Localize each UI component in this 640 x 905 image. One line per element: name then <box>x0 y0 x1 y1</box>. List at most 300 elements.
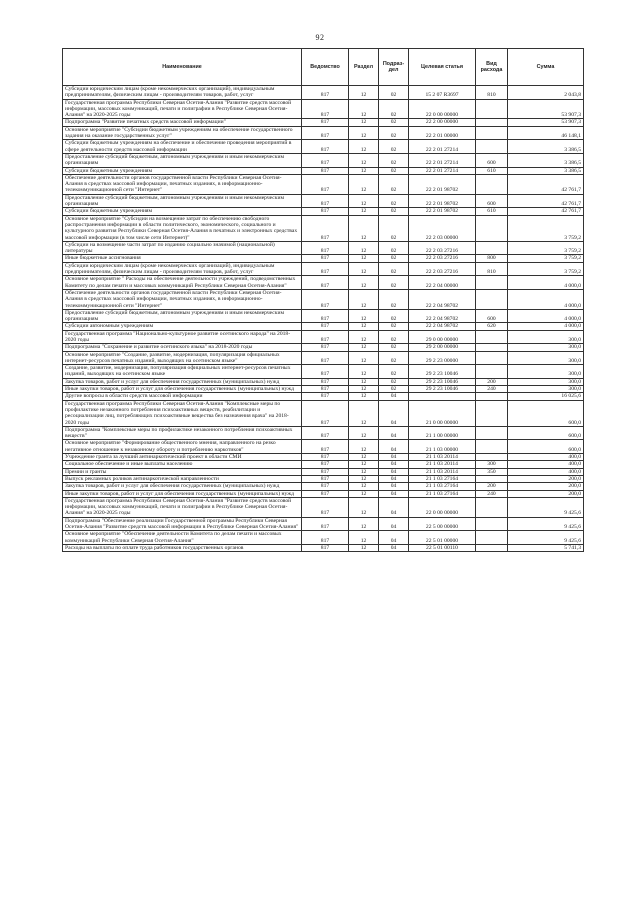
cell-ved: 817 <box>302 323 349 330</box>
cell-article: 22 0 00 00000 <box>409 497 476 517</box>
cell-subsection: 02 <box>379 344 409 351</box>
cell-ved: 817 <box>302 400 349 426</box>
cell-name: Основное мероприятие "Субсидии бюджетным учреждениям на обеспечение государственного задания на оказание государственных услуг" <box>63 126 302 140</box>
cell-sum: 4 000,0 <box>508 289 584 309</box>
cell-subsection: 02 <box>379 99 409 119</box>
cell-article: 21 1 00 00000 <box>409 426 476 440</box>
cell-name: Субсидии юридическим лицам (кроме некоммерческих организаций), индивидуальным предпринимателям, физическим лицам - производителям товаров, работ, услуг <box>63 262 302 276</box>
cell-article: 29 2 23 00000 <box>409 351 476 365</box>
cell-sum: 53 907,3 <box>508 119 584 126</box>
table-header-row <box>63 49 584 86</box>
cell-name: Основное мероприятие "Создание, развитие, модернизация, популяризация официальных интернет-ресурсов печатных изданий, выходящих на осетинском языке" <box>63 351 302 365</box>
cell-section: 12 <box>349 215 379 241</box>
cell-ved: 817 <box>302 454 349 461</box>
cell-name: Субсидии автономным учреждениям <box>63 323 302 330</box>
cell-kind <box>476 330 508 344</box>
cell-subsection: 02 <box>379 126 409 140</box>
table-row <box>63 544 584 551</box>
cell-ved: 817 <box>302 440 349 454</box>
cell-section: 12 <box>349 440 379 454</box>
cell-section: 12 <box>349 208 379 215</box>
cell-subsection: 02 <box>379 255 409 262</box>
table-row <box>63 215 584 241</box>
table-row <box>63 386 584 393</box>
cell-sum: 3 759,2 <box>508 215 584 241</box>
table-row <box>63 289 584 309</box>
table-row <box>63 323 584 330</box>
cell-name: Обеспечение деятельности органов государственной власти Республики Северная Осетия-Алания в средствах массовой информации, печатных изданиях, в информационно-телекоммуникационной сети "Интернет" <box>63 289 302 309</box>
cell-name: Субсидии юридическим лицам (кроме некоммерческих организаций), индивидуальным предпринимателям, физическим лицам - производителям товаров, работ, услуг <box>63 86 302 100</box>
cell-sum: 3 759,2 <box>508 255 584 262</box>
cell-subsection: 02 <box>379 194 409 208</box>
table-row <box>63 468 584 475</box>
cell-ved: 817 <box>302 255 349 262</box>
cell-ved: 817 <box>302 126 349 140</box>
table-row <box>63 153 584 167</box>
cell-kind <box>476 497 508 517</box>
cell-ved: 817 <box>302 426 349 440</box>
cell-kind: 240 <box>476 386 508 393</box>
cell-sum: 300,0 <box>508 365 584 379</box>
table-row <box>63 378 584 385</box>
cell-ved: 817 <box>302 208 349 215</box>
table-row <box>63 140 584 154</box>
table-row <box>63 276 584 290</box>
cell-name: Иные закупки товаров, работ и услуг для обеспечения государственных (муниципальных) нужд <box>63 386 302 393</box>
table-row <box>63 99 584 119</box>
cell-kind: 600 <box>476 309 508 323</box>
cell-kind: 610 <box>476 167 508 174</box>
cell-ved: 817 <box>302 497 349 517</box>
cell-sum: 600,0 <box>508 440 584 454</box>
cell-article: 22 2 01 27214 <box>409 140 476 154</box>
cell-section: 12 <box>349 167 379 174</box>
cell-section: 12 <box>349 330 379 344</box>
page-number: 92 <box>315 33 325 42</box>
cell-article: 22 2 04 00000 <box>409 276 476 290</box>
cell-article: 22 2 01 98702 <box>409 174 476 194</box>
cell-subsection: 04 <box>379 400 409 426</box>
cell-sum: 600,0 <box>508 400 584 426</box>
cell-name: Основное мероприятие "Формирование общественного мнения, направленного на резко негативное отношение к незаконному обороту и потреблению наркотиков" <box>63 440 302 454</box>
cell-section: 12 <box>349 99 379 119</box>
cell-kind <box>476 400 508 426</box>
cell-ved: 817 <box>302 365 349 379</box>
cell-ved: 817 <box>302 468 349 475</box>
cell-subsection: 02 <box>379 276 409 290</box>
cell-kind <box>476 393 508 400</box>
cell-section: 12 <box>349 323 379 330</box>
cell-article: 22 5 00 00000 <box>409 517 476 531</box>
cell-subsection: 02 <box>379 262 409 276</box>
cell-subsection: 04 <box>379 497 409 517</box>
cell-section: 12 <box>349 255 379 262</box>
cell-name: Учреждение гранта за лучший антинаркотический проект в области СМИ <box>63 454 302 461</box>
cell-section: 12 <box>349 517 379 531</box>
cell-kind <box>476 276 508 290</box>
cell-article: 15 2 07 R3697 <box>409 86 476 100</box>
cell-article: 22 2 03 27216 <box>409 262 476 276</box>
table-row <box>63 483 584 490</box>
cell-name: Премии и гранты <box>63 468 302 475</box>
cell-ved: 817 <box>302 344 349 351</box>
cell-subsection: 02 <box>379 241 409 255</box>
cell-name: Расходы на выплаты по оплате труда работников государственных органов <box>63 544 302 551</box>
cell-name: Создание, развитие, модернизация, популяризация официальных интернет-ресурсов печатных изданий, выходящих на осетинском языке <box>63 365 302 379</box>
table-row <box>63 194 584 208</box>
cell-sum: 4 000,0 <box>508 323 584 330</box>
cell-name: Основное мероприятие " Расходы на обеспечение деятельности учреждений, подведомственных Комитету по делам печати и массовых коммуникаций Республики Северная Осетия-Алания" <box>63 276 302 290</box>
table-row <box>63 344 584 351</box>
cell-section: 12 <box>349 289 379 309</box>
cell-kind: 620 <box>476 323 508 330</box>
cell-sum: 200,0 <box>508 475 584 482</box>
cell-kind <box>476 544 508 551</box>
cell-subsection: 02 <box>379 86 409 100</box>
cell-name: Государственная программа Республики Северная Осетия-Алания "Развитие средств массовой информации, массовых коммуникаций, печати и полиграфии в Республике Северная Осетия-Алания" на 2020-2025 годы <box>63 99 302 119</box>
cell-article: 22 2 04 98702 <box>409 289 476 309</box>
cell-name: Предоставление субсидий бюджетным, автономным учреждениям и иным некоммерческим организациям <box>63 153 302 167</box>
cell-ved: 817 <box>302 241 349 255</box>
cell-section: 12 <box>349 483 379 490</box>
cell-subsection: 02 <box>379 309 409 323</box>
cell-kind <box>476 174 508 194</box>
cell-kind <box>476 119 508 126</box>
table-row <box>63 241 584 255</box>
cell-subsection: 02 <box>379 351 409 365</box>
cell-ved: 817 <box>302 461 349 468</box>
cell-subsection: 04 <box>379 468 409 475</box>
cell-article: 21 1 03 27164 <box>409 490 476 497</box>
cell-name: Иные бюджетные ассигнования <box>63 255 302 262</box>
table-row <box>63 167 584 174</box>
cell-name: Государственная программа "Национально-культурное развитие осетинского народа" на 2018-2020 годы <box>63 330 302 344</box>
cell-section: 12 <box>349 241 379 255</box>
cell-sum: 300,0 <box>508 386 584 393</box>
cell-section: 12 <box>349 490 379 497</box>
cell-name: Основное мероприятие "Обеспечение деятельности Комитета по делам печати и массовых коммуникаций Республики Северная Осетия-Алания" <box>63 531 302 545</box>
cell-ved: 817 <box>302 99 349 119</box>
table-row <box>63 393 584 400</box>
cell-sum: 400,0 <box>508 454 584 461</box>
cell-name: Государственная программа Республики Северная Осетия-Алания "Комплексные меры по профилактике незаконного потребления психоактивных веществ, реабилитации и ресоциализации лиц, потребляющих психоактивные вещества без назначения врача" на 2018-2020 годы <box>63 400 302 426</box>
cell-sum: 4 000,0 <box>508 276 584 290</box>
cell-article: 22 2 01 98702 <box>409 194 476 208</box>
cell-kind: 810 <box>476 86 508 100</box>
cell-article: 29 2 23 10046 <box>409 386 476 393</box>
cell-sum: 3 386,5 <box>508 167 584 174</box>
cell-section: 12 <box>349 365 379 379</box>
cell-section: 12 <box>349 119 379 126</box>
cell-name: Обеспечение деятельности органов государственной власти Республики Северная Осетия-Алания в средствах массовой информации, печатных изданиях, в информационно-телекоммуникационной сети "Интернет" <box>63 174 302 194</box>
cell-sum: 3 759,2 <box>508 241 584 255</box>
cell-article: 22 2 03 00000 <box>409 215 476 241</box>
cell-subsection: 02 <box>379 330 409 344</box>
cell-subsection: 02 <box>379 215 409 241</box>
cell-article: 22 2 01 98702 <box>409 208 476 215</box>
cell-ved: 817 <box>302 475 349 482</box>
cell-kind: 600 <box>476 194 508 208</box>
cell-sum: 400,0 <box>508 468 584 475</box>
cell-section: 12 <box>349 140 379 154</box>
cell-section: 12 <box>349 386 379 393</box>
header-article: Целевая статья <box>409 49 476 86</box>
cell-subsection: 04 <box>379 517 409 531</box>
cell-sum: 42 761,7 <box>508 194 584 208</box>
cell-article: 22 5 01 00000 <box>409 531 476 545</box>
table-row <box>63 309 584 323</box>
cell-section: 12 <box>349 531 379 545</box>
cell-subsection: 02 <box>379 289 409 309</box>
table-row <box>63 517 584 531</box>
cell-ved: 817 <box>302 544 349 551</box>
table-row <box>63 454 584 461</box>
cell-article: 22 2 03 27216 <box>409 255 476 262</box>
cell-sum: 9 425,6 <box>508 517 584 531</box>
cell-article: 22 2 01 27214 <box>409 153 476 167</box>
cell-section: 12 <box>349 309 379 323</box>
cell-kind <box>476 440 508 454</box>
cell-sum: 200,0 <box>508 490 584 497</box>
cell-article: 22 5 01 00110 <box>409 544 476 551</box>
cell-name: Государственная программа Республики Северная Осетия-Алания "Развитие средств массовой информации, массовых коммуникаций, печати и полиграфии в Республике Северная Осетия-Алания" на 2020-2025 годы <box>63 497 302 517</box>
cell-section: 12 <box>349 174 379 194</box>
cell-article: 21 1 03 20114 <box>409 461 476 468</box>
budget-table <box>62 48 584 552</box>
header-ved: Ведомство <box>302 49 349 86</box>
cell-subsection: 04 <box>379 531 409 545</box>
cell-article: 21 1 03 27164 <box>409 475 476 482</box>
cell-article: 22 2 03 27216 <box>409 241 476 255</box>
cell-kind: 610 <box>476 208 508 215</box>
cell-article: 29 2 00 00000 <box>409 344 476 351</box>
cell-kind: 600 <box>476 153 508 167</box>
cell-name: Подпрограмма "Развитие печатных средств массовой информации" <box>63 119 302 126</box>
cell-name: Закупка товаров, работ и услуг для обеспечения государственных (муниципальных) нужд <box>63 483 302 490</box>
cell-kind: 800 <box>476 255 508 262</box>
cell-section: 12 <box>349 86 379 100</box>
cell-article: 21 1 03 20114 <box>409 454 476 461</box>
cell-name: Иные закупки товаров, работ и услуг для обеспечения государственных (муниципальных) нужд <box>63 490 302 497</box>
cell-kind: 200 <box>476 378 508 385</box>
cell-ved: 817 <box>302 262 349 276</box>
cell-name: Основное мероприятие "Субсидии на возмещение затрат по обеспечению свободного распространения информации в области политического, экономического, социального и культурного развития Республики Северная Осетия-Алания в печатных и электронных средствах массовой информации (в том числе сети Интернет)" <box>63 215 302 241</box>
cell-sum: 300,0 <box>508 378 584 385</box>
cell-article: 22 0 00 00000 <box>409 99 476 119</box>
cell-article: 22 2 00 00000 <box>409 119 476 126</box>
cell-subsection: 04 <box>379 475 409 482</box>
cell-subsection: 04 <box>379 483 409 490</box>
cell-ved: 817 <box>302 289 349 309</box>
cell-section: 12 <box>349 344 379 351</box>
cell-ved: 817 <box>302 276 349 290</box>
table-row <box>63 440 584 454</box>
cell-article: 21 1 03 20114 <box>409 468 476 475</box>
cell-section: 12 <box>349 468 379 475</box>
table-row <box>63 490 584 497</box>
cell-article: 22 2 01 27214 <box>409 167 476 174</box>
table-row <box>63 174 584 194</box>
cell-kind <box>476 517 508 531</box>
table-row <box>63 351 584 365</box>
cell-ved: 817 <box>302 490 349 497</box>
cell-ved: 817 <box>302 386 349 393</box>
cell-sum: 53 907,3 <box>508 99 584 119</box>
cell-subsection: 04 <box>379 544 409 551</box>
cell-subsection: 02 <box>379 323 409 330</box>
cell-name: Социальное обеспечение и иные выплаты населению <box>63 461 302 468</box>
cell-article: 29 2 23 10046 <box>409 378 476 385</box>
table-row <box>63 475 584 482</box>
header-sum: Сумма <box>508 49 584 86</box>
cell-kind <box>476 531 508 545</box>
cell-subsection: 04 <box>379 490 409 497</box>
cell-subsection: 04 <box>379 393 409 400</box>
cell-kind: 350 <box>476 468 508 475</box>
cell-ved: 817 <box>302 309 349 323</box>
cell-kind: 240 <box>476 490 508 497</box>
cell-sum: 200,0 <box>508 483 584 490</box>
cell-sum: 3 386,5 <box>508 153 584 167</box>
cell-sum: 300,0 <box>508 330 584 344</box>
cell-kind <box>476 289 508 309</box>
header-kind: Вид расхода <box>476 49 508 86</box>
cell-sum: 400,0 <box>508 461 584 468</box>
cell-ved: 817 <box>302 153 349 167</box>
cell-name: Подпрограмма "Комплексные меры по профилактике незаконного потребления психоактивных веществ" <box>63 426 302 440</box>
header-subsection: Подраз-дел <box>379 49 409 86</box>
cell-ved: 817 <box>302 86 349 100</box>
cell-section: 12 <box>349 544 379 551</box>
cell-kind <box>476 126 508 140</box>
cell-name: Субсидии на возмещение части затрат по изданию социально значимой (национальной) литературы <box>63 241 302 255</box>
table-row <box>63 119 584 126</box>
cell-section: 12 <box>349 393 379 400</box>
cell-sum: 16 025,6 <box>508 393 584 400</box>
cell-name: Предоставление субсидий бюджетным, автономным учреждениям и иным некоммерческим организациям <box>63 309 302 323</box>
table-row <box>63 86 584 100</box>
cell-subsection: 02 <box>379 365 409 379</box>
header-name: Наименование <box>63 49 302 86</box>
cell-ved: 817 <box>302 215 349 241</box>
cell-subsection: 04 <box>379 454 409 461</box>
cell-article: 21 0 00 00000 <box>409 400 476 426</box>
cell-article: 22 2 04 98702 <box>409 323 476 330</box>
table-row <box>63 330 584 344</box>
cell-sum: 5 741,3 <box>508 544 584 551</box>
cell-name: Другие вопросы в области средств массовой информации <box>63 393 302 400</box>
cell-kind <box>476 475 508 482</box>
cell-subsection: 04 <box>379 426 409 440</box>
cell-sum: 3 759,2 <box>508 262 584 276</box>
table-row <box>63 126 584 140</box>
cell-name: Субсидии бюджетным учреждениям <box>63 208 302 215</box>
cell-sum: 9 425,6 <box>508 531 584 545</box>
table-row <box>63 262 584 276</box>
cell-article <box>409 393 476 400</box>
cell-kind: 810 <box>476 262 508 276</box>
cell-article: 22 2 01 00000 <box>409 126 476 140</box>
cell-kind <box>476 344 508 351</box>
cell-subsection: 02 <box>379 386 409 393</box>
table-row <box>63 365 584 379</box>
cell-section: 12 <box>349 351 379 365</box>
cell-ved: 817 <box>302 330 349 344</box>
cell-sum: 9 425,6 <box>508 497 584 517</box>
cell-kind <box>476 241 508 255</box>
cell-sum: 3 386,5 <box>508 140 584 154</box>
cell-name: Выпуск рекламных роликов антинаркотической направленности <box>63 475 302 482</box>
cell-section: 12 <box>349 378 379 385</box>
cell-subsection: 02 <box>379 208 409 215</box>
cell-name: Субсидии бюджетным учреждениям на обеспечение и обеспечение проведения мероприятий в сфере деятельности средств массовой информации <box>63 140 302 154</box>
cell-section: 12 <box>349 497 379 517</box>
cell-subsection: 02 <box>379 140 409 154</box>
cell-kind <box>476 140 508 154</box>
cell-name: Закупка товаров, работ и услуг для обеспечения государственных (муниципальных) нужд <box>63 378 302 385</box>
cell-ved: 817 <box>302 167 349 174</box>
cell-section: 12 <box>349 262 379 276</box>
cell-section: 12 <box>349 426 379 440</box>
cell-name: Подпрограмма "Обеспечение реализации Государственной программы Республики Северная Осетия-Алания "Развитие средств массовой информации в Республике Северная Осетия-Алания" <box>63 517 302 531</box>
cell-ved: 817 <box>302 119 349 126</box>
cell-article: 22 2 04 98702 <box>409 309 476 323</box>
cell-article: 29 2 23 10046 <box>409 365 476 379</box>
cell-sum: 4 000,0 <box>508 309 584 323</box>
cell-subsection: 04 <box>379 440 409 454</box>
cell-kind <box>476 351 508 365</box>
cell-kind: 300 <box>476 461 508 468</box>
table-body <box>63 86 584 552</box>
cell-kind <box>476 215 508 241</box>
cell-subsection: 02 <box>379 119 409 126</box>
cell-section: 12 <box>349 475 379 482</box>
cell-article: 29 0 00 00000 <box>409 330 476 344</box>
cell-ved: 817 <box>302 194 349 208</box>
cell-ved: 817 <box>302 174 349 194</box>
cell-sum: 300,0 <box>508 351 584 365</box>
cell-subsection: 02 <box>379 153 409 167</box>
cell-article: 21 1 03 00000 <box>409 440 476 454</box>
cell-article: 21 1 03 27164 <box>409 483 476 490</box>
table-row <box>63 497 584 517</box>
cell-ved: 817 <box>302 531 349 545</box>
cell-ved: 817 <box>302 517 349 531</box>
table-row <box>63 400 584 426</box>
cell-section: 12 <box>349 454 379 461</box>
cell-section: 12 <box>349 194 379 208</box>
header-section: Раздел <box>349 49 379 86</box>
cell-kind: 200 <box>476 483 508 490</box>
cell-kind <box>476 99 508 119</box>
cell-section: 12 <box>349 153 379 167</box>
cell-sum: 42 761,7 <box>508 208 584 215</box>
cell-sum: 600,0 <box>508 426 584 440</box>
cell-ved: 817 <box>302 483 349 490</box>
cell-subsection: 02 <box>379 378 409 385</box>
cell-name: Субсидии бюджетным учреждениям <box>63 167 302 174</box>
table-row <box>63 208 584 215</box>
table-row <box>63 255 584 262</box>
cell-subsection: 02 <box>379 167 409 174</box>
cell-section: 12 <box>349 400 379 426</box>
cell-kind <box>476 454 508 461</box>
cell-ved: 817 <box>302 351 349 365</box>
cell-sum: 300,0 <box>508 344 584 351</box>
cell-kind <box>476 426 508 440</box>
cell-ved: 817 <box>302 378 349 385</box>
cell-ved: 817 <box>302 393 349 400</box>
